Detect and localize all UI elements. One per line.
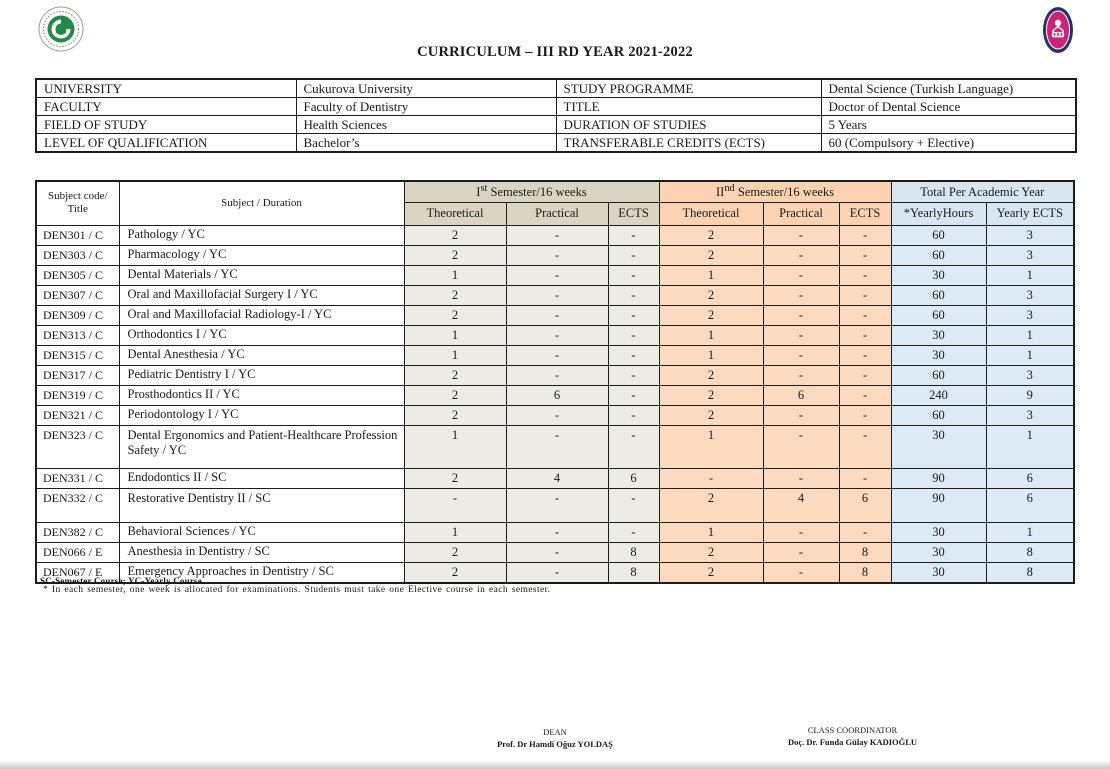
cell-sem1-ects: - xyxy=(608,522,659,542)
cell-sem1-ects: - xyxy=(608,245,659,265)
cell-sem1-theoretical: 1 xyxy=(404,425,506,468)
cell-sem2-ects: - xyxy=(839,522,891,542)
page-title: CURRICULUM – III RD YEAR 2021-2022 xyxy=(417,44,693,60)
header-sem2-theoretical: Theoretical xyxy=(659,202,763,225)
cell-sem1-ects: 6 xyxy=(608,468,659,488)
cell-subject-duration: Emergency Approaches in Dentistry / SC xyxy=(119,562,404,583)
cell-sem2-practical: - xyxy=(763,305,839,325)
cell-yearly-hours: 60 xyxy=(891,245,986,265)
info-row xyxy=(36,116,1076,134)
header-subject-duration: Subject / Duration xyxy=(119,181,404,225)
cell-subject-duration: Oral and Maxillofacial Radiology-I / YC xyxy=(119,305,404,325)
cell-sem1-practical: - xyxy=(506,562,608,583)
cell-sem2-theoretical: 2 xyxy=(659,562,763,583)
cell-sem2-practical: 6 xyxy=(763,385,839,405)
cell-sem1-theoretical: 2 xyxy=(404,542,506,562)
cell-sem2-ects: - xyxy=(839,345,891,365)
cell-sem2-ects: - xyxy=(839,468,891,488)
cell-sem2-theoretical: 1 xyxy=(659,425,763,468)
cell-sem2-theoretical: 2 xyxy=(659,365,763,385)
cell-sem2-ects: - xyxy=(839,265,891,285)
cell-subject-duration: Dental Anesthesia / YC xyxy=(119,345,404,365)
cell-sem1-practical: - xyxy=(506,225,608,245)
cell-subject-duration: Pathology / YC xyxy=(119,225,404,245)
cell-sem1-theoretical: 2 xyxy=(404,305,506,325)
cell-sem1-theoretical: 1 xyxy=(404,522,506,542)
info-label: STUDY PROGRAMME xyxy=(556,79,821,98)
header-sem2-practical: Practical xyxy=(763,202,839,225)
info-value: Health Sciences xyxy=(296,116,556,134)
cell-sem2-ects: - xyxy=(839,405,891,425)
cell-subject-code: DEN323 / C xyxy=(36,425,119,468)
cell-sem2-ects: - xyxy=(839,365,891,385)
cell-sem2-practical: - xyxy=(763,562,839,583)
cell-yearly-hours: 60 xyxy=(891,305,986,325)
cell-sem2-ects: - xyxy=(839,285,891,305)
cell-yearly-ects: 1 xyxy=(986,325,1074,345)
coordinator-name: Doç. Dr. Funda Gülay KADIOĞLU xyxy=(787,737,918,748)
page-bottom-edge xyxy=(0,762,1110,769)
cell-sem1-practical: 6 xyxy=(506,385,608,405)
table-row xyxy=(36,468,1074,488)
cell-yearly-ects: 3 xyxy=(986,405,1074,425)
cell-sem1-ects: - xyxy=(608,345,659,365)
cell-yearly-hours: 30 xyxy=(891,345,986,365)
info-value: 60 (Compulsory + Elective) xyxy=(821,134,1076,153)
table-row xyxy=(36,305,1074,325)
cell-sem1-theoretical: 2 xyxy=(404,365,506,385)
table-row xyxy=(36,245,1074,265)
header-yearly-hours: *YearlyHours xyxy=(891,202,986,225)
cell-yearly-ects: 3 xyxy=(986,245,1074,265)
sem1-rest: Semester/16 weeks xyxy=(487,185,587,200)
info-label: UNIVERSITY xyxy=(36,79,296,98)
info-table xyxy=(35,78,1077,153)
cell-yearly-hours: 30 xyxy=(891,542,986,562)
header-subject-code-line2: Title xyxy=(67,203,88,216)
cell-subject-duration: Endodontics II / SC xyxy=(119,468,404,488)
table-row xyxy=(36,365,1074,385)
cell-yearly-hours: 60 xyxy=(891,285,986,305)
cell-yearly-ects: 6 xyxy=(986,468,1074,488)
cell-sem2-ects: - xyxy=(839,425,891,468)
cell-yearly-hours: 30 xyxy=(891,522,986,542)
cell-subject-duration: Prosthodontics II / YC xyxy=(119,385,404,405)
cell-subject-code: DEN382 / C xyxy=(36,522,119,542)
table-row xyxy=(36,285,1074,305)
cell-subject-duration: Orthodontics I / YC xyxy=(119,325,404,345)
cell-sem2-ects: - xyxy=(839,385,891,405)
cell-yearly-ects: 8 xyxy=(986,542,1074,562)
cell-yearly-hours: 60 xyxy=(891,405,986,425)
cell-sem2-practical: - xyxy=(763,542,839,562)
cell-sem2-ects: - xyxy=(839,245,891,265)
cell-sem2-theoretical: 2 xyxy=(659,225,763,245)
note-course-codes: SC-Semester Course; YC-Yearly Course xyxy=(40,576,202,586)
cell-sem1-practical: 4 xyxy=(506,468,608,488)
dean-signature-block xyxy=(460,726,650,751)
cell-subject-duration: Restorative Dentistry II / SC xyxy=(119,488,404,522)
dean-name: Prof. Dr Hamdi Oğuz YOLDAŞ xyxy=(497,739,613,750)
info-value: Bachelor’s xyxy=(296,134,556,153)
cell-subject-duration: Pediatric Dentistry I / YC xyxy=(119,365,404,385)
cell-sem1-ects: - xyxy=(608,385,659,405)
cell-sem1-theoretical: 2 xyxy=(404,562,506,583)
cell-sem2-practical: - xyxy=(763,425,839,468)
cell-subject-code: DEN301 / C xyxy=(36,225,119,245)
cell-yearly-ects: 1 xyxy=(986,265,1074,285)
cell-sem1-practical: - xyxy=(506,488,608,522)
cell-yearly-ects: 8 xyxy=(986,562,1074,583)
header-sem1 xyxy=(404,181,659,202)
cell-subject-code: DEN319 / C xyxy=(36,385,119,405)
cell-sem2-ects: - xyxy=(839,225,891,245)
cell-yearly-hours: 240 xyxy=(891,385,986,405)
cell-subject-code: DEN313 / C xyxy=(36,325,119,345)
cell-sem2-practical: - xyxy=(763,468,839,488)
cell-subject-code: DEN067 / E xyxy=(36,562,119,583)
cell-sem1-practical: - xyxy=(506,542,608,562)
cell-sem1-practical: - xyxy=(506,285,608,305)
info-row xyxy=(36,79,1076,98)
cell-subject-code: DEN331 / C xyxy=(36,468,119,488)
cell-sem1-practical: - xyxy=(506,425,608,468)
cell-subject-duration: Dental Materials / YC xyxy=(119,265,404,285)
header-group-row xyxy=(36,181,1074,202)
cell-yearly-ects: 1 xyxy=(986,522,1074,542)
dean-title: DEAN xyxy=(543,727,567,737)
coordinator-signature-block xyxy=(755,724,950,749)
cell-sem2-practical: - xyxy=(763,325,839,345)
cell-sem1-ects: - xyxy=(608,365,659,385)
cell-sem1-ects: - xyxy=(608,305,659,325)
info-label: LEVEL OF QUALIFICATION xyxy=(36,134,296,153)
cell-sem1-practical: - xyxy=(506,365,608,385)
curriculum-body xyxy=(36,225,1074,583)
header-sem2-ects: ECTS xyxy=(839,202,891,225)
cell-yearly-ects: 1 xyxy=(986,425,1074,468)
cell-sem1-ects: - xyxy=(608,285,659,305)
header-yearly-ects: Yearly ECTS xyxy=(986,202,1074,225)
cell-sem2-practical: - xyxy=(763,225,839,245)
cell-sem1-theoretical: 1 xyxy=(404,345,506,365)
cell-sem1-theoretical: 2 xyxy=(404,285,506,305)
cell-sem1-theoretical: - xyxy=(404,488,506,522)
cell-subject-code: DEN332 / C xyxy=(36,488,119,522)
table-row xyxy=(36,405,1074,425)
cell-subject-code: DEN317 / C xyxy=(36,365,119,385)
cell-sem2-theoretical: 2 xyxy=(659,405,763,425)
cell-sem2-practical: - xyxy=(763,365,839,385)
table-row xyxy=(36,325,1074,345)
header-subject-code xyxy=(36,181,119,225)
cell-sem2-practical: - xyxy=(763,405,839,425)
info-label: FACULTY xyxy=(36,98,296,116)
cell-yearly-hours: 60 xyxy=(891,365,986,385)
cell-sem2-practical: - xyxy=(763,285,839,305)
info-value: Faculty of Dentistry xyxy=(296,98,556,116)
cell-yearly-hours: 60 xyxy=(891,225,986,245)
cell-sem2-theoretical: 2 xyxy=(659,488,763,522)
note-examinations: * In each semester, one week is allocated for examinations. Students must take one Elective course in each semester. xyxy=(43,585,551,595)
cell-subject-code: DEN303 / C xyxy=(36,245,119,265)
cell-yearly-hours: 30 xyxy=(891,425,986,468)
cell-sem1-ects: 8 xyxy=(608,562,659,583)
curriculum-table xyxy=(35,180,1075,584)
sem2-rest: Semester/16 weeks xyxy=(734,185,835,200)
cell-sem2-ects: 6 xyxy=(839,488,891,522)
coordinator-title: CLASS COORDINATOR xyxy=(807,725,898,735)
cell-sem2-theoretical: 1 xyxy=(659,522,763,542)
info-label: DURATION OF STUDIES xyxy=(556,116,821,134)
cell-yearly-ects: 3 xyxy=(986,225,1074,245)
table-row xyxy=(36,488,1074,522)
info-value: Doctor of Dental Science xyxy=(821,98,1076,116)
table-row xyxy=(36,542,1074,562)
info-value: Cukurova University xyxy=(296,79,556,98)
cell-sem1-theoretical: 2 xyxy=(404,245,506,265)
info-label: TRANSFERABLE CREDITS (ECTS) xyxy=(556,134,821,153)
cell-sem2-practical: - xyxy=(763,265,839,285)
cell-sem1-ects: - xyxy=(608,225,659,245)
sem2-sup: nd xyxy=(724,183,735,195)
table-row xyxy=(36,522,1074,542)
cell-subject-duration: Dental Ergonomics and Patient-Healthcare Profession Safety / YC xyxy=(119,425,404,468)
info-row xyxy=(36,134,1076,153)
header-sem1-ects: ECTS xyxy=(608,202,659,225)
cell-sem2-ects: 8 xyxy=(839,542,891,562)
header-sem2 xyxy=(659,181,891,202)
cell-sem2-ects: - xyxy=(839,305,891,325)
cell-subject-duration: Oral and Maxillofacial Surgery I / YC xyxy=(119,285,404,305)
cell-sem1-practical: - xyxy=(506,265,608,285)
cell-subject-code: DEN307 / C xyxy=(36,285,119,305)
cell-sem1-ects: - xyxy=(608,405,659,425)
cell-yearly-hours: 90 xyxy=(891,468,986,488)
sem1-sup: st xyxy=(480,183,488,195)
cell-sem1-practical: - xyxy=(506,522,608,542)
cell-sem1-theoretical: 2 xyxy=(404,385,506,405)
info-value: Dental Science (Turkish Language) xyxy=(821,79,1076,98)
header-total: Total Per Academic Year xyxy=(891,181,1074,202)
cell-subject-duration: Behavioral Sciences / YC xyxy=(119,522,404,542)
info-label: TITLE xyxy=(556,98,821,116)
cell-sem1-ects: - xyxy=(608,265,659,285)
cell-sem1-ects: - xyxy=(608,325,659,345)
cell-subject-code: DEN066 / E xyxy=(36,542,119,562)
cell-sem2-practical: - xyxy=(763,522,839,542)
cell-subject-code: DEN315 / C xyxy=(36,345,119,365)
cell-sem2-theoretical: 2 xyxy=(659,542,763,562)
cell-yearly-hours: 30 xyxy=(891,325,986,345)
cell-sem2-ects: 8 xyxy=(839,562,891,583)
cell-subject-code: DEN321 / C xyxy=(36,405,119,425)
cell-sem2-practical: 4 xyxy=(763,488,839,522)
cell-subject-duration: Periodontology I / YC xyxy=(119,405,404,425)
cell-sem1-theoretical: 2 xyxy=(404,405,506,425)
info-row xyxy=(36,98,1076,116)
cell-sem1-theoretical: 2 xyxy=(404,225,506,245)
cell-sem2-ects: - xyxy=(839,325,891,345)
table-row xyxy=(36,345,1074,365)
cell-sem2-practical: - xyxy=(763,245,839,265)
header-subject-code-line1: Subject code/ xyxy=(47,190,108,203)
cell-yearly-hours: 30 xyxy=(891,265,986,285)
cell-sem2-theoretical: 1 xyxy=(659,265,763,285)
cell-sem1-ects: 8 xyxy=(608,542,659,562)
cell-yearly-ects: 9 xyxy=(986,385,1074,405)
cell-sem2-theoretical: 2 xyxy=(659,285,763,305)
cell-sem2-practical: - xyxy=(763,345,839,365)
cell-yearly-ects: 3 xyxy=(986,365,1074,385)
cell-yearly-hours: 90 xyxy=(891,488,986,522)
cell-sem1-practical: - xyxy=(506,345,608,365)
sem1-numeral: I xyxy=(476,185,481,200)
cell-sem2-theoretical: 2 xyxy=(659,385,763,405)
cell-yearly-ects: 6 xyxy=(986,488,1074,522)
cell-sem2-theoretical: 1 xyxy=(659,325,763,345)
cell-sem1-practical: - xyxy=(506,325,608,345)
cell-subject-duration: Anesthesia in Dentistry / SC xyxy=(119,542,404,562)
cell-yearly-ects: 3 xyxy=(986,305,1074,325)
header-sem1-practical: Practical xyxy=(506,202,608,225)
cell-sem1-ects: - xyxy=(608,488,659,522)
cell-sem1-theoretical: 1 xyxy=(404,325,506,345)
cell-sem2-theoretical: 2 xyxy=(659,305,763,325)
cell-yearly-hours: 30 xyxy=(891,562,986,583)
sem2-numeral: II xyxy=(716,185,725,200)
cell-sem1-theoretical: 2 xyxy=(404,468,506,488)
cell-yearly-ects: 3 xyxy=(986,285,1074,305)
table-row xyxy=(36,425,1074,468)
cell-sem2-theoretical: 2 xyxy=(659,245,763,265)
cell-sem1-theoretical: 1 xyxy=(404,265,506,285)
cell-subject-code: DEN305 / C xyxy=(36,265,119,285)
table-row xyxy=(36,385,1074,405)
info-value: 5 Years xyxy=(821,116,1076,134)
cell-yearly-ects: 1 xyxy=(986,345,1074,365)
table-row xyxy=(36,225,1074,245)
cell-sem2-theoretical: - xyxy=(659,468,763,488)
cell-sem1-practical: - xyxy=(506,305,608,325)
cell-subject-duration: Pharmacology / YC xyxy=(119,245,404,265)
cell-sem2-theoretical: 1 xyxy=(659,345,763,365)
table-row xyxy=(36,265,1074,285)
cell-subject-code: DEN309 / C xyxy=(36,305,119,325)
cell-sem1-practical: - xyxy=(506,245,608,265)
cell-sem1-practical: - xyxy=(506,405,608,425)
cell-sem1-ects: - xyxy=(608,425,659,468)
header-sem1-theoretical: Theoretical xyxy=(404,202,506,225)
info-label: FIELD OF STUDY xyxy=(36,116,296,134)
